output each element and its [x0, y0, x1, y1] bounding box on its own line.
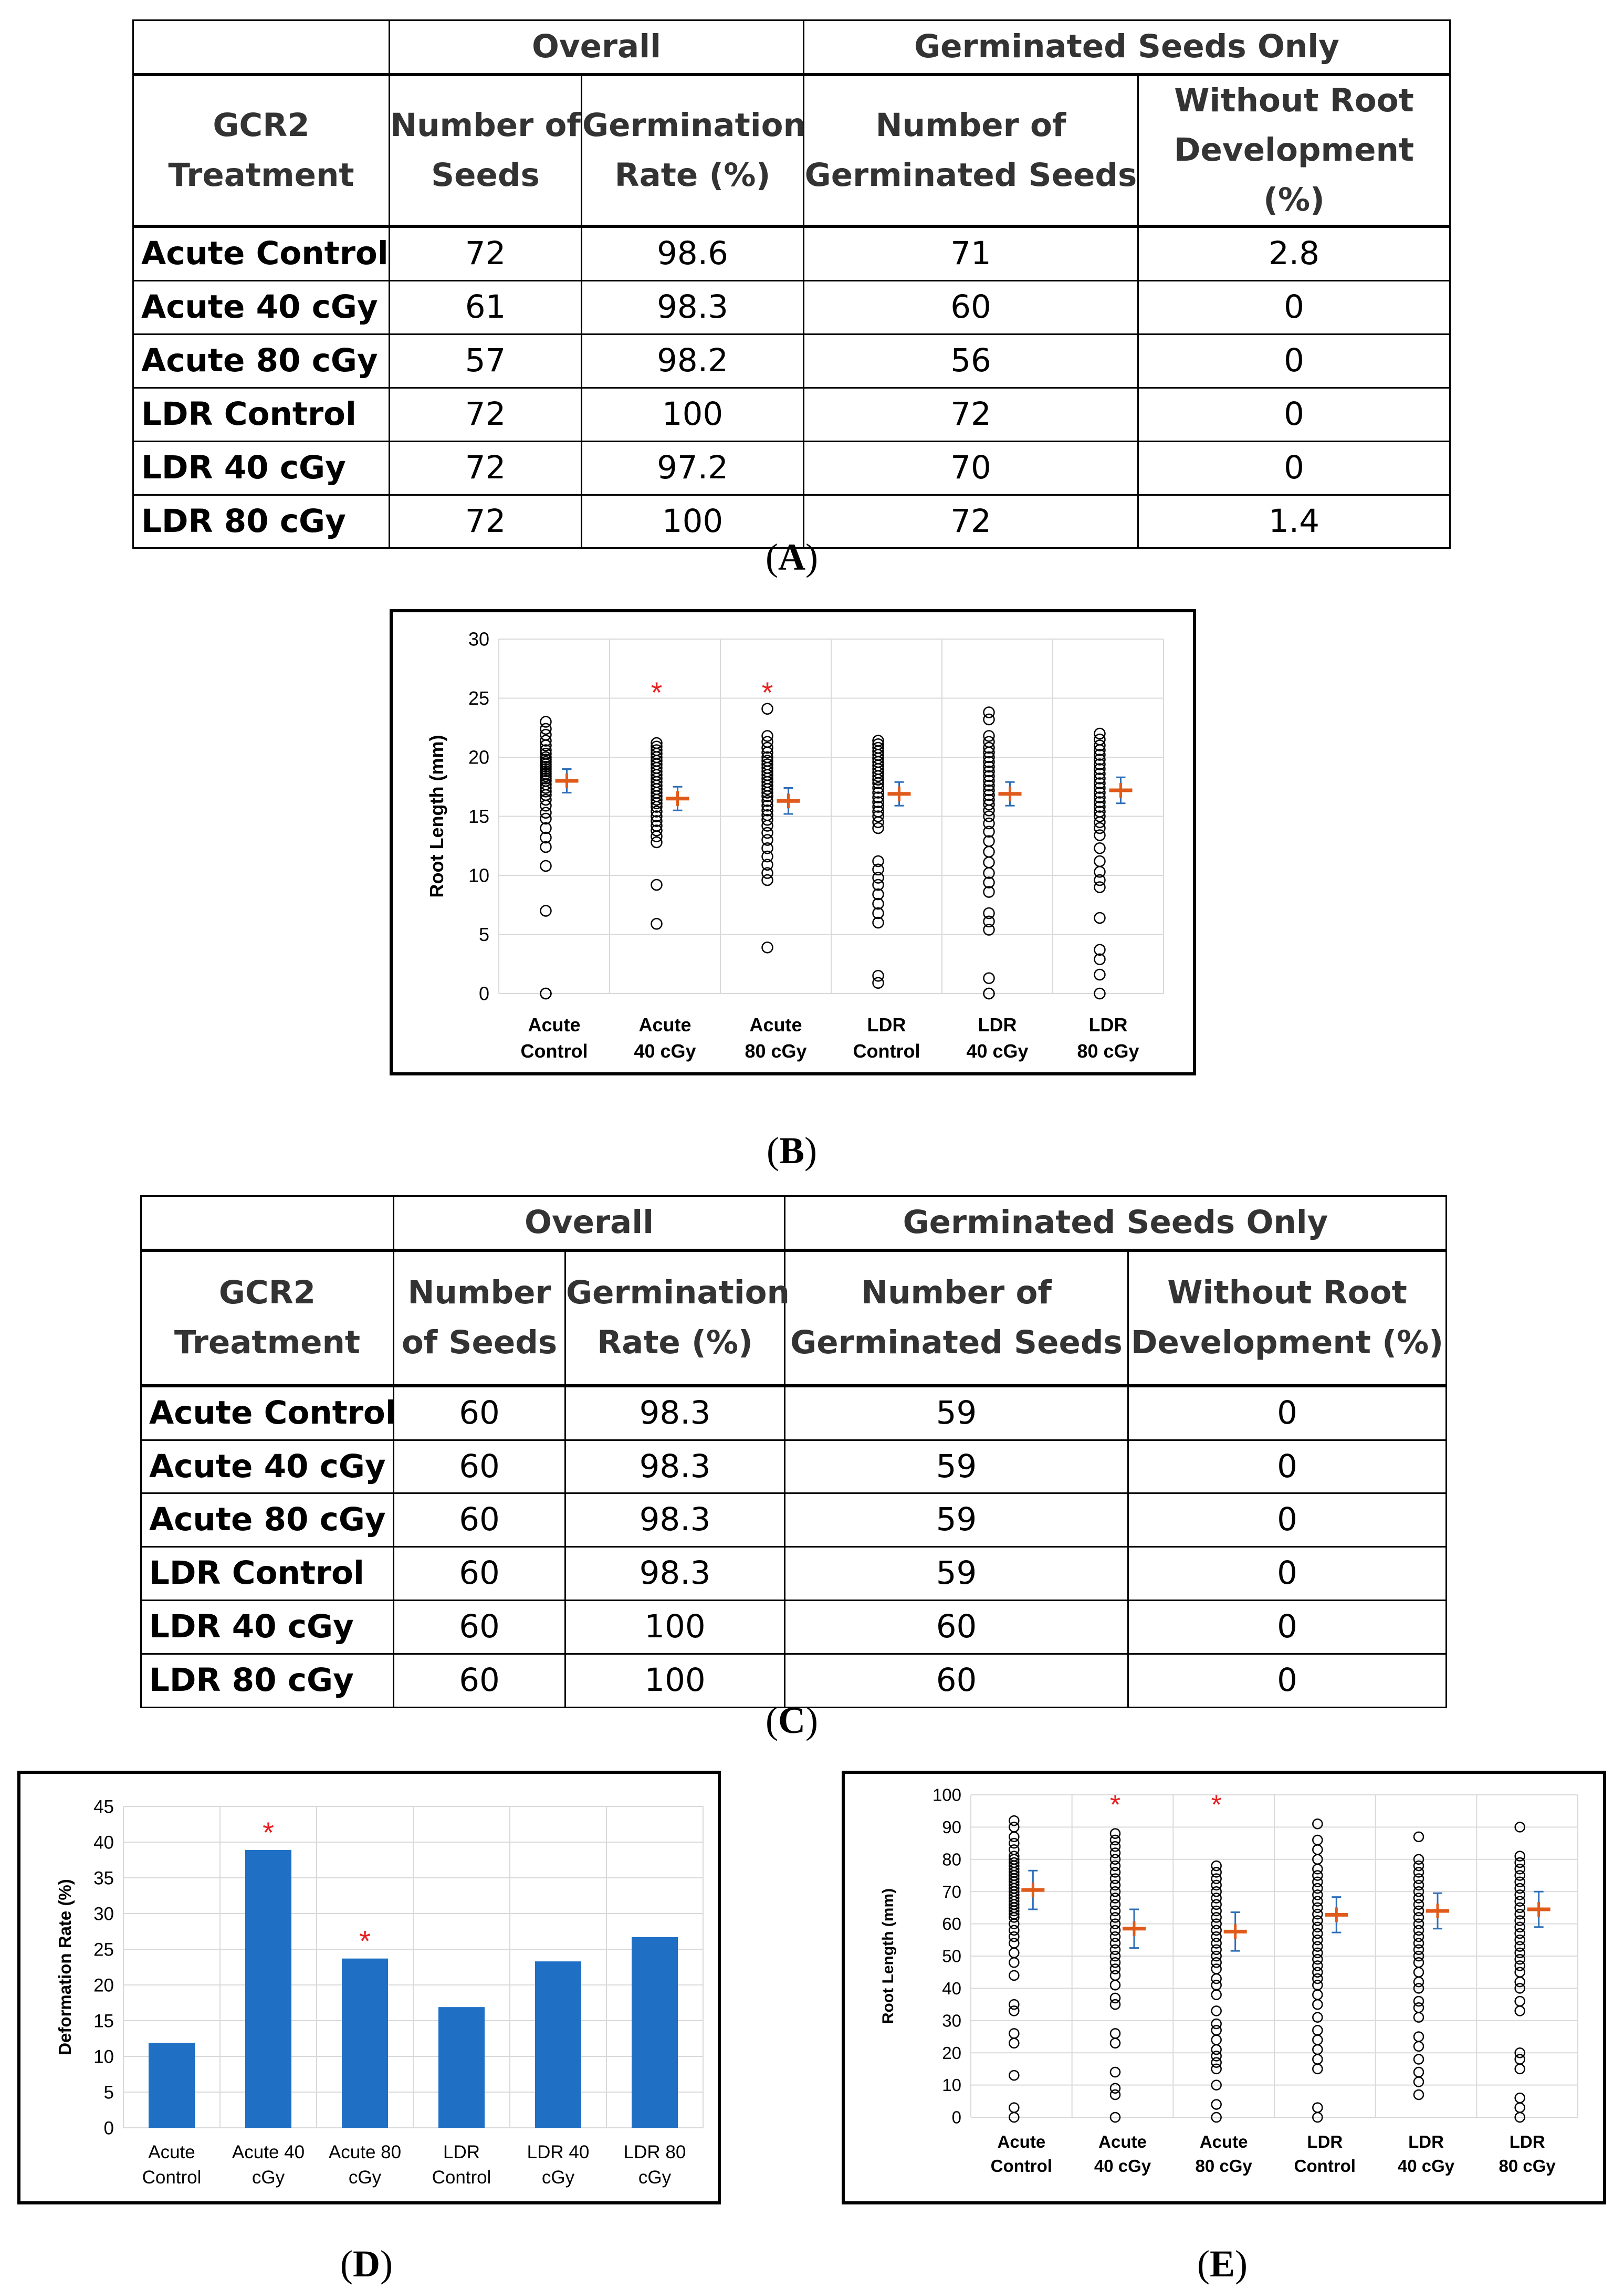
column-header: GCR2 Treatment — [141, 1250, 394, 1386]
table-cell: 60 — [785, 1601, 1128, 1654]
data-point — [1313, 1864, 1322, 1874]
table-row — [133, 281, 1450, 335]
table-cell: 59 — [785, 1493, 1128, 1547]
data-point — [1009, 2039, 1019, 2048]
table-cell: 0 — [1128, 1440, 1447, 1493]
y-tick-label: 20 — [468, 746, 489, 768]
table-row — [133, 388, 1450, 441]
caption-e: (E) — [1197, 2243, 1248, 2285]
table-cell: 71 — [804, 226, 1138, 280]
x-tick-label: Acute — [528, 1014, 581, 1036]
data-point — [1414, 2067, 1423, 2077]
data-point — [1414, 2032, 1423, 2042]
data-point — [1414, 2090, 1423, 2099]
x-tick-label: LDR — [867, 1014, 906, 1036]
deformation-bar-chart-d — [20, 1774, 718, 2201]
table-cell: 0 — [1128, 1601, 1447, 1654]
data-point — [873, 970, 884, 981]
x-tick-label: Acute — [148, 2142, 195, 2162]
data-point — [541, 906, 551, 916]
table-cell: 70 — [804, 441, 1138, 495]
data-point — [1095, 913, 1105, 923]
data-point — [1009, 1832, 1019, 1842]
x-tick-label: Control — [853, 1040, 920, 1062]
y-tick-label: 0 — [103, 2118, 114, 2139]
data-point — [984, 857, 994, 867]
y-tick-label: 5 — [103, 2082, 114, 2103]
x-tick-label: cGy — [541, 2167, 575, 2188]
empty-corner-cell — [141, 1196, 394, 1250]
data-point — [984, 973, 994, 984]
row-label: LDR 80 cGy — [141, 1654, 394, 1707]
group-header-germinated: Germinated Seeds Only — [804, 20, 1450, 75]
x-tick-label: cGy — [348, 2167, 382, 2188]
x-tick-label: LDR — [1307, 2132, 1343, 2151]
caption-d: (D) — [340, 2243, 393, 2285]
y-tick-label: 0 — [951, 2107, 961, 2127]
table-cell: 100 — [565, 1654, 785, 1707]
caption-c: (C) — [766, 1699, 818, 1741]
y-tick-label: 10 — [93, 2046, 114, 2067]
data-point — [1009, 2103, 1019, 2113]
empty-corner-cell — [133, 20, 390, 75]
group-header-overall: Overall — [390, 20, 804, 75]
table-row — [133, 335, 1450, 388]
data-point — [1313, 2054, 1322, 2064]
data-point — [1313, 2103, 1322, 2113]
table-cell: 59 — [785, 1440, 1128, 1493]
data-point — [1414, 1977, 1423, 1987]
y-tick-label: 20 — [93, 1975, 114, 1996]
data-point — [1009, 2029, 1019, 2038]
table-cell: 72 — [804, 495, 1138, 548]
y-tick-label: 40 — [942, 1978, 961, 1998]
x-tick-label: 40 cGy — [966, 1040, 1029, 1062]
table-cell: 60 — [394, 1493, 565, 1547]
table-cell: 98.2 — [582, 335, 804, 388]
data-point — [1009, 2071, 1019, 2080]
y-tick-label: 80 — [942, 1849, 961, 1869]
table-cell: 98.3 — [565, 1386, 785, 1440]
x-tick-label: cGy — [252, 2167, 285, 2188]
y-tick-label: 10 — [468, 864, 489, 886]
table-row — [141, 1440, 1447, 1493]
caption-b: (B) — [767, 1130, 817, 1172]
table-cell: 72 — [390, 441, 582, 495]
y-tick-label: 70 — [942, 1882, 961, 1901]
column-header: Number of Germinated Seeds — [785, 1250, 1128, 1386]
table-cell: 1.4 — [1138, 495, 1450, 548]
x-tick-label: LDR 40 — [527, 2142, 590, 2162]
row-label: Acute Control — [141, 1386, 394, 1440]
y-axis-label: Root Length (mm) — [426, 735, 447, 898]
table-row — [133, 226, 1450, 280]
y-tick-label: 25 — [93, 1939, 114, 1960]
y-tick-label: 30 — [468, 628, 489, 650]
table-cell: 0 — [1128, 1386, 1447, 1440]
row-label: Acute 80 cGy — [141, 1493, 394, 1547]
data-point — [1095, 856, 1105, 866]
significance-star: * — [1109, 1790, 1121, 1821]
significance-star: * — [651, 675, 663, 709]
data-point — [1313, 1990, 1322, 2000]
column-header: Without Root Development (%) — [1138, 75, 1450, 227]
x-tick-label: Acute — [997, 2132, 1046, 2151]
data-point — [1009, 2000, 1019, 2009]
germination-table-c — [140, 1195, 1447, 1708]
table-cell: 56 — [804, 335, 1138, 388]
column-header: Number of Germinated Seeds — [804, 75, 1138, 227]
data-point — [1313, 1845, 1322, 1854]
table-cell: 57 — [390, 335, 582, 388]
data-point — [1313, 2000, 1322, 2009]
panel-b-frame — [390, 609, 1196, 1075]
y-tick-label: 90 — [942, 1817, 961, 1837]
data-point — [1515, 1977, 1525, 1987]
group-header-overall: Overall — [394, 1196, 785, 1250]
table-cell: 60 — [394, 1547, 565, 1601]
table-cell: 98.6 — [582, 226, 804, 280]
row-label: LDR Control — [141, 1547, 394, 1601]
x-tick-label: 80 cGy — [1195, 2156, 1252, 2176]
data-point — [1009, 1958, 1019, 1967]
significance-star: * — [1211, 1790, 1222, 1821]
x-tick-label: Control — [142, 2167, 202, 2188]
column-header: Germination Rate (%) — [582, 75, 804, 227]
y-tick-label: 15 — [93, 2011, 114, 2032]
table-cell: 72 — [804, 388, 1138, 441]
data-point — [1313, 2035, 1322, 2045]
data-point — [541, 861, 551, 871]
x-tick-label: Control — [432, 2167, 491, 2188]
data-point — [541, 717, 551, 727]
data-point — [1110, 1829, 1120, 1838]
row-label: LDR 40 cGy — [133, 441, 390, 495]
table-cell: 98.3 — [565, 1440, 785, 1493]
data-point — [1515, 1997, 1525, 2006]
row-label: Acute 80 cGy — [133, 335, 390, 388]
data-point — [1515, 2093, 1525, 2103]
table-cell: 97.2 — [582, 441, 804, 495]
significance-star: * — [761, 675, 773, 709]
data-point — [1313, 2025, 1322, 2035]
column-header: Without Root Development (%) — [1128, 1250, 1447, 1386]
y-tick-label: 35 — [93, 1868, 114, 1889]
table-cell: 0 — [1138, 281, 1450, 335]
x-tick-label: Acute — [1098, 2132, 1147, 2151]
table-cell: 2.8 — [1138, 226, 1450, 280]
table-cell: 0 — [1138, 441, 1450, 495]
data-point — [1313, 1835, 1322, 1845]
bar — [535, 1961, 581, 2128]
table-row — [141, 1547, 1447, 1601]
y-axis-label: Deformation Rate (%) — [55, 1879, 75, 2055]
table-cell: 0 — [1128, 1654, 1447, 1707]
table-cell: 60 — [394, 1386, 565, 1440]
data-point — [762, 942, 773, 953]
column-header: Number of Seeds — [394, 1250, 565, 1386]
row-label: LDR 80 cGy — [133, 495, 390, 548]
table-cell: 59 — [785, 1386, 1128, 1440]
root-length-scatter-b — [393, 612, 1193, 1072]
y-tick-label: 40 — [93, 1832, 114, 1853]
x-tick-label: 40 cGy — [1397, 2156, 1455, 2176]
table-cell: 60 — [785, 1654, 1128, 1707]
column-header: Germination Rate (%) — [565, 1250, 785, 1386]
y-tick-label: 25 — [468, 687, 489, 709]
table-cell: 0 — [1128, 1493, 1447, 1547]
data-point — [1212, 1974, 1221, 1983]
data-point — [1110, 2039, 1120, 2048]
data-point — [1515, 2006, 1525, 2015]
x-tick-label: Control — [1294, 2156, 1356, 2176]
data-point — [1212, 1861, 1221, 1870]
data-point — [1414, 1968, 1423, 1977]
row-label: Acute 40 cGy — [141, 1440, 394, 1493]
table-cell: 72 — [390, 495, 582, 548]
data-point — [1110, 2029, 1120, 2038]
caption-a: (A) — [766, 536, 818, 578]
x-tick-label: LDR — [443, 2142, 480, 2162]
x-tick-label: Acute — [749, 1014, 802, 1036]
table-cell: 98.3 — [582, 281, 804, 335]
table-cell: 60 — [804, 281, 1138, 335]
column-header: GCR2 Treatment — [133, 75, 390, 227]
y-tick-label: 30 — [93, 1904, 114, 1925]
bar — [245, 1850, 291, 2128]
y-tick-label: 10 — [942, 2075, 961, 2095]
y-tick-label: 5 — [478, 924, 489, 946]
row-label: Acute Control — [133, 226, 390, 280]
bar — [632, 1937, 678, 2128]
data-point — [984, 707, 994, 718]
x-tick-label: Control — [990, 2156, 1052, 2176]
data-point — [1212, 2099, 1221, 2109]
x-tick-label: 80 cGy — [745, 1040, 807, 1062]
data-point — [1009, 1816, 1019, 1825]
y-tick-label: 30 — [942, 2011, 961, 2031]
x-tick-label: Acute 40 — [232, 2142, 305, 2162]
significance-star: * — [359, 1924, 371, 1958]
table-cell: 100 — [582, 388, 804, 441]
table-cell: 60 — [394, 1440, 565, 1493]
data-point — [1095, 843, 1105, 853]
data-point — [1515, 2103, 1525, 2113]
row-label: LDR 40 cGy — [141, 1601, 394, 1654]
data-point — [1212, 1990, 1221, 2000]
x-tick-label: Acute 80 — [328, 2142, 402, 2162]
data-point — [1212, 2006, 1221, 2015]
data-point — [1110, 1993, 1120, 2003]
data-point — [1009, 1971, 1019, 1980]
x-tick-label: LDR — [1509, 2132, 1545, 2151]
root-length-scatter-e — [845, 1774, 1603, 2201]
x-tick-label: cGy — [638, 2167, 672, 2188]
y-tick-label: 45 — [93, 1796, 114, 1817]
y-axis-label: Root Length (mm) — [879, 1888, 897, 2024]
y-tick-label: 100 — [932, 1785, 961, 1805]
table-cell: 61 — [390, 281, 582, 335]
table-cell: 100 — [582, 495, 804, 548]
germination-table-a — [132, 19, 1451, 549]
data-point — [1095, 969, 1105, 980]
y-tick-label: 20 — [942, 2043, 961, 2063]
table-cell: 98.3 — [565, 1493, 785, 1547]
table-cell: 0 — [1128, 1547, 1447, 1601]
data-point — [1212, 2035, 1221, 2045]
table-cell: 0 — [1138, 388, 1450, 441]
row-label: LDR Control — [133, 388, 390, 441]
table-row — [133, 441, 1450, 495]
data-point — [1110, 2067, 1120, 2077]
significance-star: * — [263, 1815, 274, 1849]
table-cell: 72 — [390, 388, 582, 441]
x-tick-label: 80 cGy — [1077, 1040, 1139, 1062]
table-cell: 0 — [1138, 335, 1450, 388]
table-cell: 59 — [785, 1547, 1128, 1601]
bar — [149, 2043, 195, 2128]
data-point — [1414, 2054, 1423, 2064]
group-header-germinated: Germinated Seeds Only — [785, 1196, 1447, 1250]
y-tick-label: 0 — [478, 983, 489, 1005]
x-tick-label: 40 cGy — [1094, 2156, 1151, 2176]
table-cell: 60 — [394, 1601, 565, 1654]
data-point — [1515, 2064, 1525, 2074]
data-point — [1414, 2042, 1423, 2051]
y-tick-label: 60 — [942, 1914, 961, 1934]
x-tick-label: LDR — [1088, 1014, 1128, 1036]
data-point — [652, 880, 662, 890]
table-row — [141, 1601, 1447, 1654]
y-tick-label: 15 — [468, 806, 489, 828]
data-point — [984, 846, 994, 857]
row-label: Acute 40 cGy — [133, 281, 390, 335]
data-point — [652, 918, 662, 929]
x-tick-label: LDR — [1408, 2132, 1444, 2151]
panel-d-frame — [17, 1771, 721, 2204]
panel-e-frame — [842, 1771, 1606, 2204]
x-tick-label: 80 cGy — [1499, 2156, 1556, 2176]
column-header: Number of Seeds — [390, 75, 582, 227]
x-tick-label: Control — [520, 1040, 588, 1062]
table-cell: 100 — [565, 1601, 785, 1654]
bar — [438, 2007, 485, 2128]
y-tick-label: 50 — [942, 1946, 961, 1966]
data-point — [1414, 1832, 1423, 1842]
table-row — [141, 1493, 1447, 1547]
table-row — [141, 1386, 1447, 1440]
data-point — [1414, 1997, 1423, 2006]
data-point — [1313, 2064, 1322, 2074]
x-tick-label: LDR 80 — [623, 2142, 686, 2162]
table-cell: 98.3 — [565, 1547, 785, 1601]
table-cell: 60 — [394, 1654, 565, 1707]
x-tick-label: Acute — [638, 1014, 691, 1036]
table-cell: 72 — [390, 226, 582, 280]
x-tick-label: LDR — [978, 1014, 1017, 1036]
x-tick-label: 40 cGy — [634, 1040, 696, 1062]
bar — [342, 1959, 388, 2128]
x-tick-label: Acute — [1199, 2132, 1248, 2151]
